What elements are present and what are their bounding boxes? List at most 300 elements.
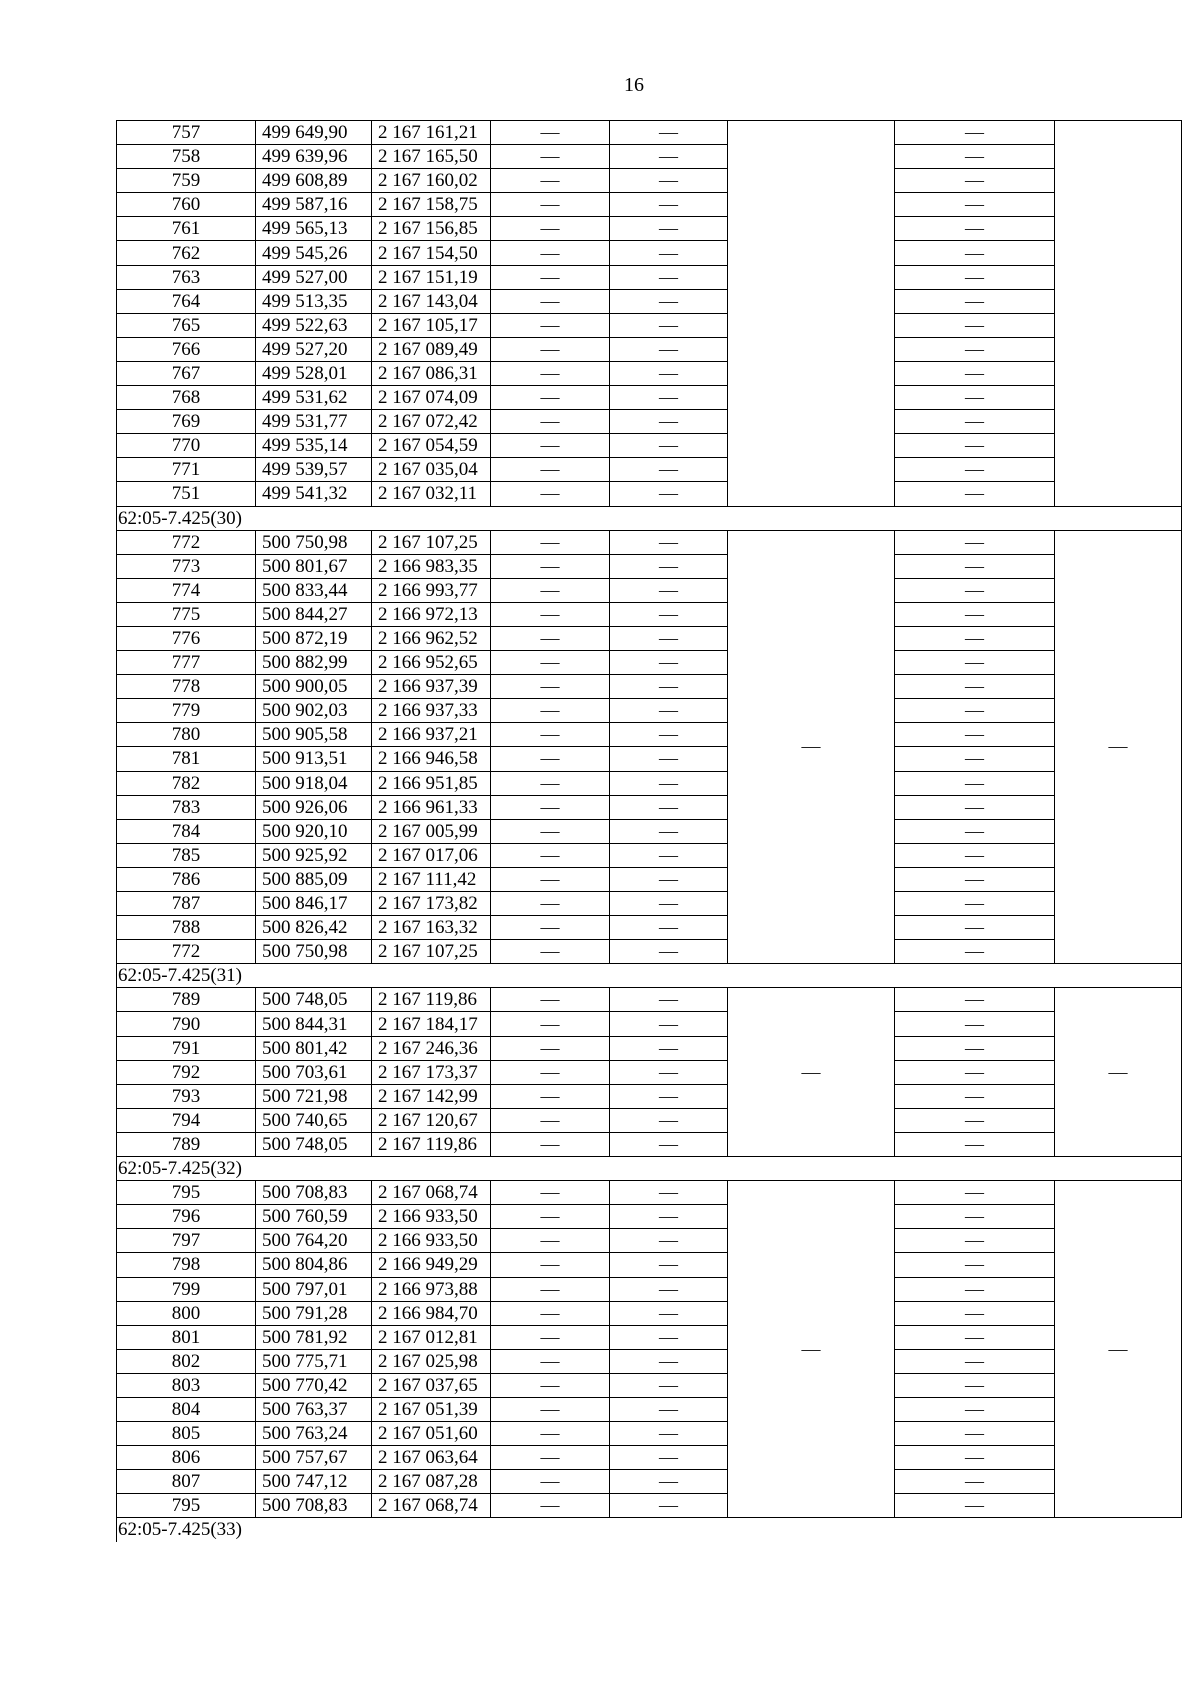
dash-cell: — bbox=[895, 1205, 1055, 1229]
dash-cell: — bbox=[610, 1060, 728, 1084]
dash-cell: — bbox=[895, 313, 1055, 337]
dash-cell: — bbox=[895, 217, 1055, 241]
dash-cell: — bbox=[491, 337, 610, 361]
dash-cell: — bbox=[895, 410, 1055, 434]
dash-cell: — bbox=[610, 1325, 728, 1349]
dash-cell: — bbox=[610, 169, 728, 193]
coord-y: 2 167 005,99 bbox=[372, 819, 491, 843]
dash-cell: — bbox=[610, 482, 728, 506]
coord-x: 499 608,89 bbox=[256, 169, 372, 193]
dash-cell: — bbox=[610, 1253, 728, 1277]
point-number: 783 bbox=[117, 795, 256, 819]
point-number: 781 bbox=[117, 747, 256, 771]
table-row bbox=[117, 1012, 1182, 1036]
coord-x: 499 531,62 bbox=[256, 386, 372, 410]
table-row bbox=[117, 386, 1182, 410]
point-number: 786 bbox=[117, 867, 256, 891]
dash-cell: — bbox=[895, 434, 1055, 458]
coord-y: 2 166 962,52 bbox=[372, 626, 491, 650]
coord-y: 2 167 086,31 bbox=[372, 361, 491, 385]
table-row bbox=[117, 482, 1182, 506]
table-row bbox=[117, 265, 1182, 289]
coord-y: 2 166 972,13 bbox=[372, 602, 491, 626]
coord-y: 2 167 032,11 bbox=[372, 482, 491, 506]
table-row bbox=[117, 1205, 1182, 1229]
coord-x: 500 885,09 bbox=[256, 867, 372, 891]
point-number: 788 bbox=[117, 916, 256, 940]
point-number: 771 bbox=[117, 458, 256, 482]
dash-cell: — bbox=[610, 458, 728, 482]
dash-cell: — bbox=[491, 1084, 610, 1108]
table-row bbox=[117, 699, 1182, 723]
dash-cell: — bbox=[491, 819, 610, 843]
coord-x: 500 775,71 bbox=[256, 1349, 372, 1373]
dash-cell: — bbox=[610, 940, 728, 964]
dash-cell: — bbox=[895, 940, 1055, 964]
table-row bbox=[117, 747, 1182, 771]
dash-cell: — bbox=[491, 386, 610, 410]
dash-cell: — bbox=[491, 1108, 610, 1132]
table-row bbox=[117, 1277, 1182, 1301]
coord-y: 2 166 993,77 bbox=[372, 578, 491, 602]
coord-y: 2 167 017,06 bbox=[372, 843, 491, 867]
coord-x: 499 513,35 bbox=[256, 289, 372, 313]
coord-y: 2 167 158,75 bbox=[372, 193, 491, 217]
coord-x: 500 804,86 bbox=[256, 1253, 372, 1277]
coord-y: 2 167 051,39 bbox=[372, 1397, 491, 1421]
table-row bbox=[117, 1325, 1182, 1349]
point-number: 780 bbox=[117, 723, 256, 747]
point-number: 770 bbox=[117, 434, 256, 458]
table-row bbox=[117, 940, 1182, 964]
dash-cell: — bbox=[610, 723, 728, 747]
dash-cell: — bbox=[491, 747, 610, 771]
point-number: 793 bbox=[117, 1084, 256, 1108]
coord-y: 2 167 163,32 bbox=[372, 916, 491, 940]
point-number: 760 bbox=[117, 193, 256, 217]
coord-y: 2 166 933,50 bbox=[372, 1205, 491, 1229]
dash-cell: — bbox=[610, 289, 728, 313]
point-number: 772 bbox=[117, 530, 256, 554]
dash-cell: — bbox=[895, 723, 1055, 747]
dash-cell: — bbox=[610, 265, 728, 289]
dash-cell: — bbox=[895, 554, 1055, 578]
merged-dash-cell: — bbox=[1055, 988, 1182, 1157]
section-header-row bbox=[117, 506, 1182, 530]
dash-cell: — bbox=[895, 337, 1055, 361]
coord-x: 499 527,20 bbox=[256, 337, 372, 361]
coord-x: 500 791,28 bbox=[256, 1301, 372, 1325]
coord-y: 2 166 937,39 bbox=[372, 675, 491, 699]
dash-cell: — bbox=[491, 121, 610, 145]
table-row bbox=[117, 193, 1182, 217]
coord-x: 499 522,63 bbox=[256, 313, 372, 337]
dash-cell: — bbox=[610, 819, 728, 843]
dash-cell: — bbox=[895, 458, 1055, 482]
table-row bbox=[117, 145, 1182, 169]
coord-y: 2 167 072,42 bbox=[372, 410, 491, 434]
coord-y: 2 167 161,21 bbox=[372, 121, 491, 145]
dash-cell: — bbox=[610, 1397, 728, 1421]
dash-cell: — bbox=[895, 602, 1055, 626]
table-row bbox=[117, 1084, 1182, 1108]
point-number: 779 bbox=[117, 699, 256, 723]
dash-cell: — bbox=[610, 121, 728, 145]
dash-cell: — bbox=[895, 1132, 1055, 1156]
point-number: 799 bbox=[117, 1277, 256, 1301]
dash-cell: — bbox=[491, 410, 610, 434]
table-row bbox=[117, 1422, 1182, 1446]
dash-cell: — bbox=[491, 361, 610, 385]
coord-y: 2 167 154,50 bbox=[372, 241, 491, 265]
merged-dash-cell bbox=[728, 121, 895, 507]
section-title: 62:05-7.425(30) bbox=[117, 506, 1182, 530]
dash-cell: — bbox=[895, 1373, 1055, 1397]
section-header-row bbox=[117, 1518, 1182, 1542]
table-row bbox=[117, 554, 1182, 578]
table-row bbox=[117, 771, 1182, 795]
section-header-row bbox=[117, 964, 1182, 988]
dash-cell: — bbox=[610, 434, 728, 458]
dash-cell: — bbox=[491, 771, 610, 795]
merged-dash-cell: — bbox=[1055, 530, 1182, 964]
dash-cell: — bbox=[610, 1277, 728, 1301]
coord-y: 2 166 946,58 bbox=[372, 747, 491, 771]
coord-y: 2 167 119,86 bbox=[372, 1132, 491, 1156]
dash-cell: — bbox=[610, 530, 728, 554]
point-number: 790 bbox=[117, 1012, 256, 1036]
coord-y: 2 167 035,04 bbox=[372, 458, 491, 482]
dash-cell: — bbox=[610, 1422, 728, 1446]
table-row bbox=[117, 1108, 1182, 1132]
dash-cell: — bbox=[610, 651, 728, 675]
dash-cell: — bbox=[895, 1470, 1055, 1494]
table-row bbox=[117, 843, 1182, 867]
dash-cell: — bbox=[491, 1229, 610, 1253]
coord-y: 2 167 068,74 bbox=[372, 1181, 491, 1205]
dash-cell: — bbox=[610, 1446, 728, 1470]
dash-cell: — bbox=[491, 1253, 610, 1277]
point-number: 769 bbox=[117, 410, 256, 434]
dash-cell: — bbox=[895, 747, 1055, 771]
coord-x: 499 541,32 bbox=[256, 482, 372, 506]
coord-y: 2 166 984,70 bbox=[372, 1301, 491, 1325]
dash-cell: — bbox=[491, 1446, 610, 1470]
point-number: 801 bbox=[117, 1325, 256, 1349]
point-number: 782 bbox=[117, 771, 256, 795]
table-row bbox=[117, 410, 1182, 434]
table-row bbox=[117, 458, 1182, 482]
point-number: 762 bbox=[117, 241, 256, 265]
coord-x: 500 747,12 bbox=[256, 1470, 372, 1494]
dash-cell: — bbox=[895, 121, 1055, 145]
point-number: 787 bbox=[117, 892, 256, 916]
dash-cell: — bbox=[895, 1108, 1055, 1132]
coord-x: 499 639,96 bbox=[256, 145, 372, 169]
point-number: 791 bbox=[117, 1036, 256, 1060]
dash-cell: — bbox=[610, 892, 728, 916]
table-row bbox=[117, 651, 1182, 675]
dash-cell: — bbox=[610, 795, 728, 819]
coord-x: 500 781,92 bbox=[256, 1325, 372, 1349]
dash-cell: — bbox=[895, 795, 1055, 819]
dash-cell: — bbox=[610, 1349, 728, 1373]
point-number: 767 bbox=[117, 361, 256, 385]
point-number: 805 bbox=[117, 1422, 256, 1446]
table-row bbox=[117, 337, 1182, 361]
dash-cell: — bbox=[491, 578, 610, 602]
coord-y: 2 167 119,86 bbox=[372, 988, 491, 1012]
table-row bbox=[117, 1229, 1182, 1253]
coord-x: 500 763,37 bbox=[256, 1397, 372, 1421]
coord-y: 2 167 142,99 bbox=[372, 1084, 491, 1108]
table-row bbox=[117, 795, 1182, 819]
dash-cell: — bbox=[610, 1470, 728, 1494]
dash-cell: — bbox=[895, 1301, 1055, 1325]
coord-x: 499 539,57 bbox=[256, 458, 372, 482]
coord-y: 2 167 068,74 bbox=[372, 1494, 491, 1518]
coord-x: 500 905,58 bbox=[256, 723, 372, 747]
point-number: 768 bbox=[117, 386, 256, 410]
table-row bbox=[117, 675, 1182, 699]
table-row bbox=[117, 626, 1182, 650]
dash-cell: — bbox=[491, 723, 610, 747]
table-row bbox=[117, 819, 1182, 843]
merged-dash-cell: — bbox=[728, 988, 895, 1157]
point-number: 804 bbox=[117, 1397, 256, 1421]
section-title: 62:05-7.425(32) bbox=[117, 1157, 1182, 1181]
dash-cell: — bbox=[895, 1253, 1055, 1277]
dash-cell: — bbox=[895, 651, 1055, 675]
dash-cell: — bbox=[610, 916, 728, 940]
coord-x: 500 900,05 bbox=[256, 675, 372, 699]
dash-cell: — bbox=[610, 1205, 728, 1229]
dash-cell: — bbox=[895, 1349, 1055, 1373]
coord-y: 2 167 120,67 bbox=[372, 1108, 491, 1132]
dash-cell: — bbox=[491, 434, 610, 458]
dash-cell: — bbox=[610, 1229, 728, 1253]
dash-cell: — bbox=[491, 602, 610, 626]
coordinates-table bbox=[116, 120, 1182, 1542]
dash-cell: — bbox=[895, 1397, 1055, 1421]
coord-x: 499 527,00 bbox=[256, 265, 372, 289]
coord-x: 500 920,10 bbox=[256, 819, 372, 843]
coord-x: 500 757,67 bbox=[256, 1446, 372, 1470]
coord-x: 500 844,31 bbox=[256, 1012, 372, 1036]
coord-x: 499 528,01 bbox=[256, 361, 372, 385]
table-row bbox=[117, 241, 1182, 265]
table-row bbox=[117, 1349, 1182, 1373]
coord-y: 2 167 184,17 bbox=[372, 1012, 491, 1036]
dash-cell: — bbox=[491, 916, 610, 940]
coord-y: 2 167 165,50 bbox=[372, 145, 491, 169]
coord-x: 500 846,17 bbox=[256, 892, 372, 916]
coord-y: 2 167 037,65 bbox=[372, 1373, 491, 1397]
dash-cell: — bbox=[610, 578, 728, 602]
section-header-row bbox=[117, 1157, 1182, 1181]
merged-dash-cell bbox=[1055, 121, 1182, 507]
dash-cell: — bbox=[895, 1325, 1055, 1349]
point-number: 807 bbox=[117, 1470, 256, 1494]
coord-x: 500 801,42 bbox=[256, 1036, 372, 1060]
dash-cell: — bbox=[895, 578, 1055, 602]
dash-cell: — bbox=[491, 1060, 610, 1084]
dash-cell: — bbox=[895, 843, 1055, 867]
dash-cell: — bbox=[491, 193, 610, 217]
coord-y: 2 167 063,64 bbox=[372, 1446, 491, 1470]
coord-x: 500 770,42 bbox=[256, 1373, 372, 1397]
table-row bbox=[117, 1132, 1182, 1156]
coord-y: 2 167 173,82 bbox=[372, 892, 491, 916]
dash-cell: — bbox=[491, 530, 610, 554]
coord-y: 2 167 160,02 bbox=[372, 169, 491, 193]
dash-cell: — bbox=[610, 241, 728, 265]
dash-cell: — bbox=[610, 1084, 728, 1108]
table-row bbox=[117, 1397, 1182, 1421]
point-number: 778 bbox=[117, 675, 256, 699]
dash-cell: — bbox=[491, 482, 610, 506]
dash-cell: — bbox=[491, 217, 610, 241]
coord-y: 2 167 089,49 bbox=[372, 337, 491, 361]
coord-y: 2 167 111,42 bbox=[372, 867, 491, 891]
dash-cell: — bbox=[610, 410, 728, 434]
table-row bbox=[117, 1060, 1182, 1084]
dash-cell: — bbox=[895, 169, 1055, 193]
point-number: 766 bbox=[117, 337, 256, 361]
coord-y: 2 166 983,35 bbox=[372, 554, 491, 578]
coord-x: 500 708,83 bbox=[256, 1494, 372, 1518]
dash-cell: — bbox=[491, 1181, 610, 1205]
dash-cell: — bbox=[610, 1373, 728, 1397]
coord-y: 2 167 074,09 bbox=[372, 386, 491, 410]
coord-x: 500 748,05 bbox=[256, 988, 372, 1012]
point-number: 789 bbox=[117, 1132, 256, 1156]
table-row bbox=[117, 1470, 1182, 1494]
dash-cell: — bbox=[610, 1132, 728, 1156]
table-row bbox=[117, 121, 1182, 145]
dash-cell: — bbox=[610, 337, 728, 361]
coord-x: 500 902,03 bbox=[256, 699, 372, 723]
dash-cell: — bbox=[895, 1494, 1055, 1518]
coord-y: 2 167 087,28 bbox=[372, 1470, 491, 1494]
dash-cell: — bbox=[491, 1373, 610, 1397]
dash-cell: — bbox=[895, 626, 1055, 650]
point-number: 784 bbox=[117, 819, 256, 843]
dash-cell: — bbox=[491, 1132, 610, 1156]
point-number: 773 bbox=[117, 554, 256, 578]
dash-cell: — bbox=[895, 1277, 1055, 1301]
dash-cell: — bbox=[610, 699, 728, 723]
point-number: 792 bbox=[117, 1060, 256, 1084]
point-number: 774 bbox=[117, 578, 256, 602]
coord-x: 500 872,19 bbox=[256, 626, 372, 650]
coord-y: 2 167 054,59 bbox=[372, 434, 491, 458]
coord-x: 499 565,13 bbox=[256, 217, 372, 241]
dash-cell: — bbox=[895, 265, 1055, 289]
dash-cell: — bbox=[895, 1229, 1055, 1253]
coord-y: 2 167 051,60 bbox=[372, 1422, 491, 1446]
dash-cell: — bbox=[895, 1012, 1055, 1036]
point-number: 776 bbox=[117, 626, 256, 650]
dash-cell: — bbox=[895, 241, 1055, 265]
dash-cell: — bbox=[491, 651, 610, 675]
point-number: 800 bbox=[117, 1301, 256, 1325]
dash-cell: — bbox=[491, 1470, 610, 1494]
coord-y: 2 167 246,36 bbox=[372, 1036, 491, 1060]
dash-cell: — bbox=[610, 867, 728, 891]
point-number: 765 bbox=[117, 313, 256, 337]
dash-cell: — bbox=[895, 193, 1055, 217]
coord-x: 500 750,98 bbox=[256, 530, 372, 554]
coord-x: 499 587,16 bbox=[256, 193, 372, 217]
dash-cell: — bbox=[491, 795, 610, 819]
dash-cell: — bbox=[895, 771, 1055, 795]
dash-cell: — bbox=[491, 1301, 610, 1325]
table-row bbox=[117, 289, 1182, 313]
page-number: 16 bbox=[624, 74, 644, 96]
dash-cell: — bbox=[610, 675, 728, 699]
coord-y: 2 167 151,19 bbox=[372, 265, 491, 289]
coord-x: 500 826,42 bbox=[256, 916, 372, 940]
coord-x: 500 740,65 bbox=[256, 1108, 372, 1132]
coord-y: 2 167 105,17 bbox=[372, 313, 491, 337]
dash-cell: — bbox=[610, 1108, 728, 1132]
coord-x: 500 708,83 bbox=[256, 1181, 372, 1205]
table-row bbox=[117, 578, 1182, 602]
table-row bbox=[117, 1373, 1182, 1397]
coord-y: 2 167 025,98 bbox=[372, 1349, 491, 1373]
coord-y: 2 167 173,37 bbox=[372, 1060, 491, 1084]
coord-x: 500 721,98 bbox=[256, 1084, 372, 1108]
table-row bbox=[117, 434, 1182, 458]
dash-cell: — bbox=[895, 1036, 1055, 1060]
table-row bbox=[117, 602, 1182, 626]
dash-cell: — bbox=[610, 313, 728, 337]
coord-x: 500 797,01 bbox=[256, 1277, 372, 1301]
coord-x: 499 545,26 bbox=[256, 241, 372, 265]
coord-y: 2 167 107,25 bbox=[372, 940, 491, 964]
coord-x: 500 926,06 bbox=[256, 795, 372, 819]
dash-cell: — bbox=[610, 554, 728, 578]
merged-dash-cell: — bbox=[728, 530, 895, 964]
dash-cell: — bbox=[491, 988, 610, 1012]
dash-cell: — bbox=[895, 386, 1055, 410]
dash-cell: — bbox=[895, 482, 1055, 506]
point-number: 795 bbox=[117, 1181, 256, 1205]
point-number: 797 bbox=[117, 1229, 256, 1253]
coord-x: 500 764,20 bbox=[256, 1229, 372, 1253]
coord-y: 2 166 949,29 bbox=[372, 1253, 491, 1277]
dash-cell: — bbox=[895, 530, 1055, 554]
dash-cell: — bbox=[491, 699, 610, 723]
table-row bbox=[117, 313, 1182, 337]
dash-cell: — bbox=[491, 554, 610, 578]
coord-x: 500 925,92 bbox=[256, 843, 372, 867]
point-number: 763 bbox=[117, 265, 256, 289]
coord-x: 500 760,59 bbox=[256, 1205, 372, 1229]
dash-cell: — bbox=[491, 1012, 610, 1036]
coord-y: 2 166 951,85 bbox=[372, 771, 491, 795]
table-row bbox=[117, 1181, 1182, 1205]
dash-cell: — bbox=[491, 626, 610, 650]
dash-cell: — bbox=[491, 1205, 610, 1229]
dash-cell: — bbox=[491, 1397, 610, 1421]
coord-y: 2 167 156,85 bbox=[372, 217, 491, 241]
coord-y: 2 167 107,25 bbox=[372, 530, 491, 554]
table-row bbox=[117, 723, 1182, 747]
dash-cell: — bbox=[610, 1012, 728, 1036]
coord-x: 499 535,14 bbox=[256, 434, 372, 458]
